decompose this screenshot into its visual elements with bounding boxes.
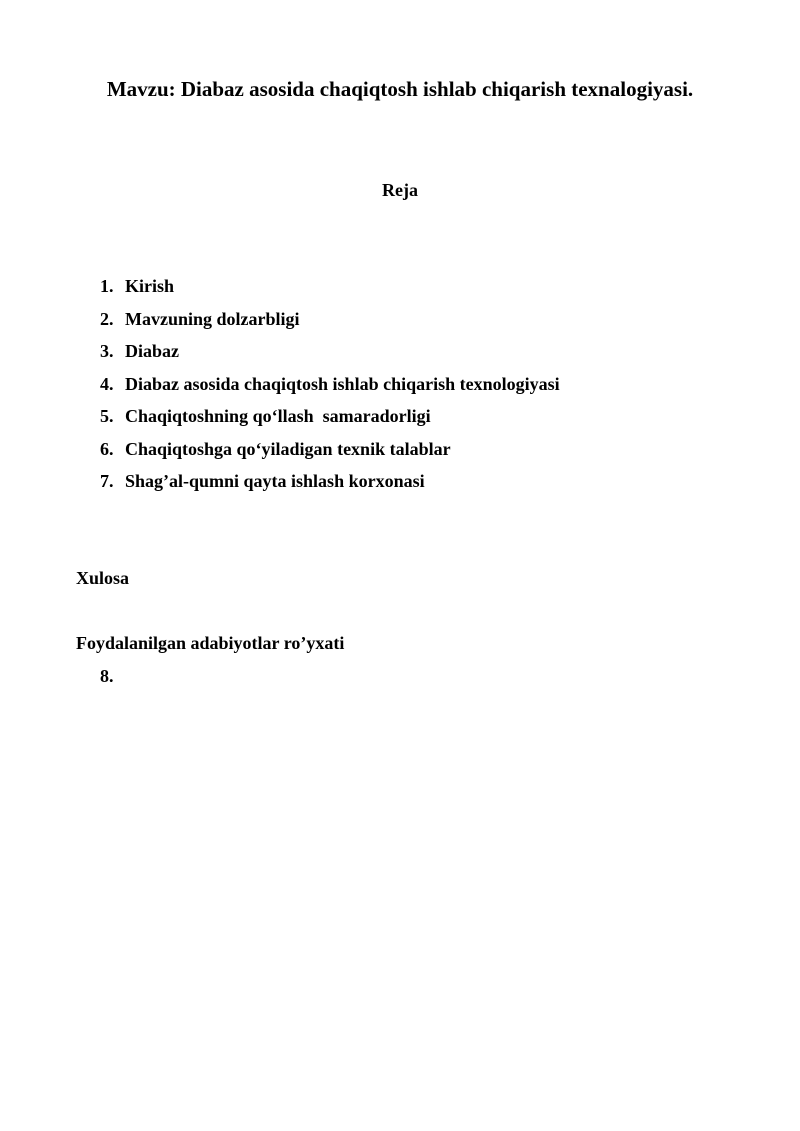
conclusion-heading: Xulosa bbox=[76, 568, 130, 588]
plan-item-text: Mavzuning dolzarbligi bbox=[125, 308, 300, 329]
plan-item bbox=[100, 275, 560, 308]
plan-item-number: 6. bbox=[100, 438, 114, 459]
references-heading: Foydalanilgan adabiyotlar ro’yxati bbox=[76, 633, 345, 653]
plan-item bbox=[100, 308, 560, 341]
plan-item bbox=[100, 470, 560, 503]
plan-item-number: 1. bbox=[100, 276, 114, 296]
plan-item-text: Diabaz asosida chaqiqtosh ishlab chiqarish texnologiyasi bbox=[125, 373, 560, 394]
document-title: Mavzu: Diabaz asosida chaqiqtosh ishlab chiqarish texnalogiyasi. bbox=[106, 77, 694, 101]
plan-item-text: Chaqiqtoshning qo‘llash samaradorligi bbox=[125, 406, 431, 426]
plan-item bbox=[100, 340, 560, 373]
plan-item-number: 5. bbox=[100, 406, 114, 426]
plan-item bbox=[100, 438, 560, 471]
plan-list bbox=[100, 275, 560, 503]
plan-item-number: 7. bbox=[100, 471, 114, 491]
plan-item bbox=[100, 373, 560, 406]
plan-item-number: 3. bbox=[100, 341, 114, 361]
plan-item-text: Chaqiqtoshga qo‘yiladigan texnik talablar bbox=[125, 438, 451, 459]
trailing-list-number: 8. bbox=[100, 666, 114, 686]
plan-item-number: 4. bbox=[100, 373, 114, 394]
plan-heading: Reja bbox=[382, 180, 418, 200]
plan-item-text: Shag’al-qumni qayta ishlash korxonasi bbox=[125, 471, 425, 491]
plan-item-number: 2. bbox=[100, 308, 114, 329]
plan-item bbox=[100, 405, 560, 438]
plan-item-text: Diabaz bbox=[125, 341, 179, 361]
plan-item-text: Kirish bbox=[125, 276, 175, 296]
